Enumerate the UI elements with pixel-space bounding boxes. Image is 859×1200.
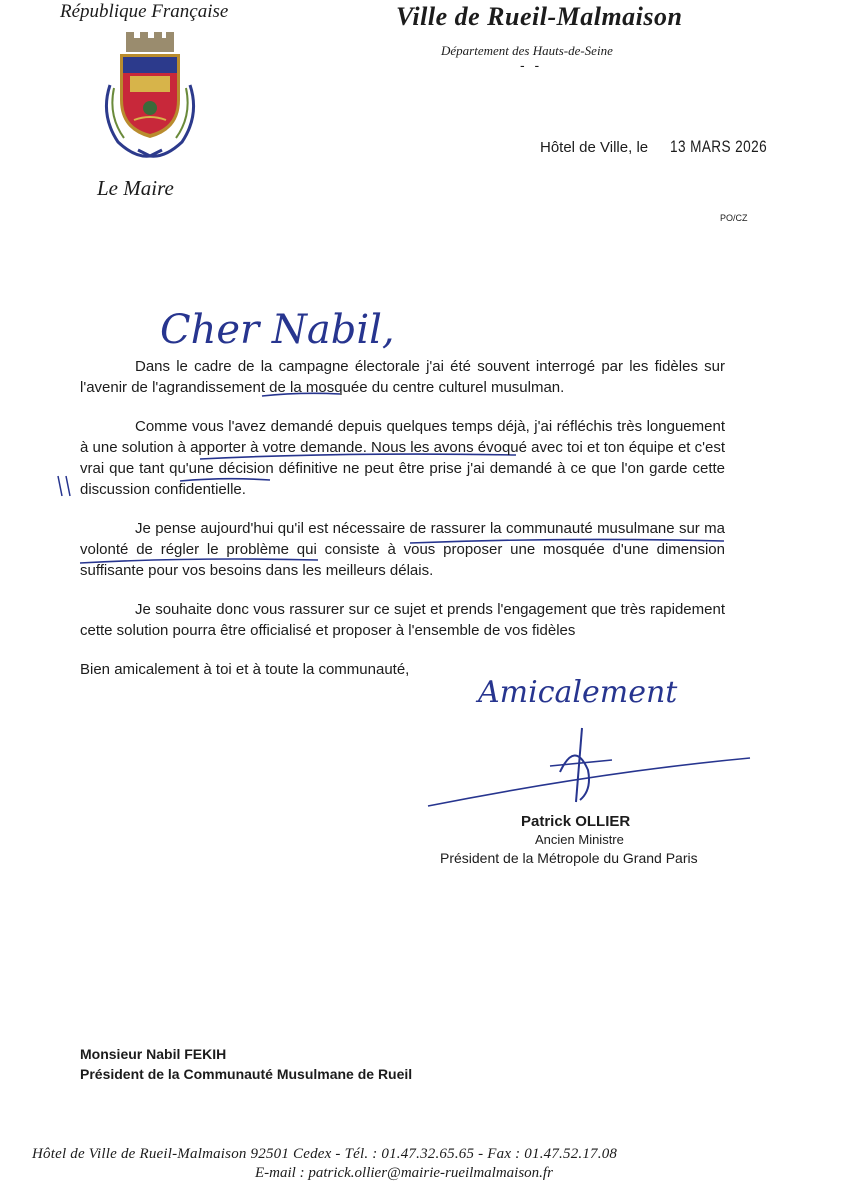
handwritten-closing: Amicalement (478, 675, 678, 710)
signatory-title-1: Ancien Ministre (535, 832, 624, 847)
city-title: Ville de Rueil-Malmaison (396, 2, 683, 31)
footer-address: Hôtel de Ville de Rueil-Malmaison 92501 Cedex - Tél. : 01.47.32.65.65 - Fax : 01.47.52.17.08 (32, 1146, 618, 1162)
reference-code: PO/CZ (720, 213, 748, 223)
republic-label: République Française (60, 1, 229, 22)
handwritten-salutation: Cher Nabil, (160, 307, 395, 353)
closing-line: Bien amicalement à toi et à toute la communauté, (80, 661, 410, 678)
paragraph-1: Dans le cadre de la campagne électorale j'ai été souvent interrogé par les fidèles sur l'avenir de l'agrandissement de la mosquée du centre culturel musulman. (80, 358, 725, 396)
signatory-title-2: Président de la Métropole du Grand Paris (440, 850, 698, 866)
recipient-name: Monsieur Nabil FEKIH (80, 1046, 227, 1062)
paragraph-3: Je pense aujourd'hui qu'il est nécessaire de rassurer la communauté musulmane sur ma volonté de régler le problème qui consiste à vous proposer une mosquée d'une dimension suffisante pour vos besoins dans les meilleurs délais. (80, 520, 725, 579)
department-label: Département des Hauts-de-Seine (441, 43, 613, 58)
paragraph-4: Je souhaite donc vous rassurer sur ce sujet et prends l'engagement que très rapidement cette solution pourra être officialisé et proposer à l'ensemble de vos fidèles (80, 601, 725, 639)
date-prefix: Hôtel de Ville, le (540, 139, 649, 156)
mayor-label: Le Maire (97, 176, 174, 200)
recipient-title: Président de la Communauté Musulmane de Rueil (80, 1066, 413, 1082)
date-stamp: 13 MARS 2026 (670, 137, 768, 156)
signatory-name: Patrick OLLIER (521, 813, 631, 830)
letter-body (80, 356, 725, 698)
paragraph-2: Comme vous l'avez demandé depuis quelques temps déjà, j'ai réfléchis très longuement à une solution à apporter à votre demande. Nous les avons évoqué avec toi et ton équipe et c'est vrai que tant qu'une décision définitive ne peut être prise j'ai demandé à ce que l'on garde cette discussion confidentielle. (80, 418, 725, 498)
footer-email: E-mail : patrick.ollier@mairie-rueilmalmaison.fr (255, 1165, 553, 1181)
department-separator: - - (520, 57, 543, 73)
